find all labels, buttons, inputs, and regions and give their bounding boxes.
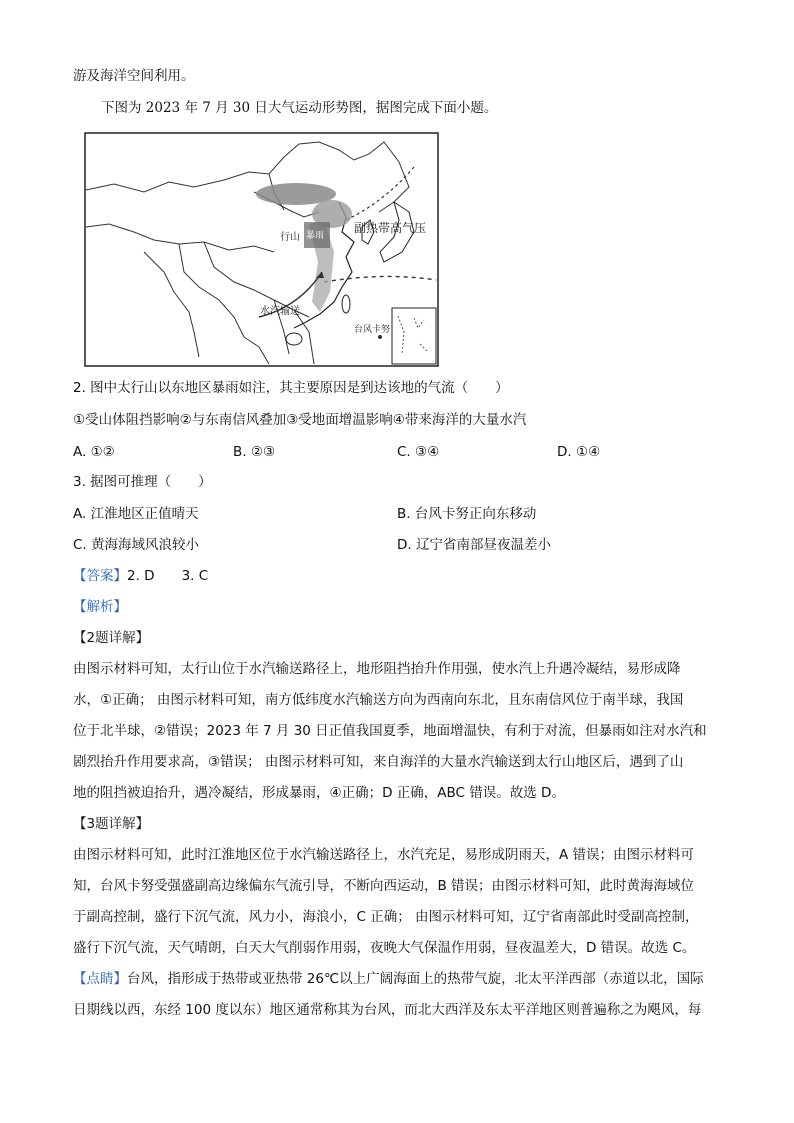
q2-option-a: A. ①② (73, 444, 115, 460)
point-text: 台风，指形成于热带或亚热带 26℃以上广阔海面上的热带气旋，北太平洋西部（赤道以北，国际 (127, 971, 704, 987)
q3-option-b: B. 台风卡努正向东移动 (397, 506, 537, 522)
point-line (73, 969, 704, 989)
q2-detail-line: 由图示材料可知，太行山位于水汽输送路径上，地形阻挡抬升作用强，使水汽上升遇冷凝结，易形成降 (73, 661, 681, 677)
q3-option-d: D. 辽宁省南部昼夜温差小 (397, 537, 551, 553)
q2-detail-line: 位于北半球，②错误；2023 年 7 月 30 日正值我国夏季，地面增温快，有利于对流，但暴雨如注对水汽和 (73, 723, 707, 739)
label-typhoon: 台风卡努 (354, 325, 391, 335)
q3-detail-label: 【3题详解】 (73, 816, 150, 832)
q3-detail-line: 由图示材料可知，此时江淮地区位于水汽输送路径上，水汽充足，易形成阴雨天，A 错误；由图示材料可 (73, 847, 695, 863)
answer-text: 2. D 3. C (127, 568, 209, 584)
figure-caption: 下图为 2023 年 7 月 30 日大气运动形势图，据图完成下面小题。 (101, 100, 498, 116)
answer-label: 【答案】 (73, 568, 127, 584)
q3-stem: 3. 据图可推理（ ） (73, 474, 212, 490)
q2-detail-label: 【2题详解】 (73, 630, 150, 646)
q2-option-d: D. ①④ (557, 444, 601, 460)
q3-detail-line: 盛行下沉气流，天气晴朗，白天大气削弱作用弱，夜晚大气保温作用弱，昼夜温差大，D 错误。故选 C。 (73, 940, 696, 956)
q2-detail-line: 地的阻挡被迫抬升，遇冷凝结，形成暴雨，④正确；D 正确，ABC 错误。故选 D。 (73, 785, 565, 801)
q2-stem: 2. 图中太行山以东地区暴雨如注，其主要原因是到达该地的气流（ ） (73, 380, 509, 396)
answer-line (73, 566, 208, 586)
point-label: 【点睛】 (73, 971, 127, 987)
label-rainstorm: 暴雨 (306, 231, 325, 241)
q2-detail-line: 水，①正确； 由图示材料可知，南方低纬度水汽输送方向为西南向东北，且东南信风位于南半球，我国 (73, 692, 684, 708)
point-line-2: 日期线以西，东经 100 度以东）地区通常称其为台风，而北大西洋及东太平洋地区则普遍称之为飓风，每 (73, 1002, 702, 1018)
label-taihang: 行山 (280, 232, 300, 243)
q2-option-c: C. ③④ (397, 444, 440, 460)
analysis-label: 【解析】 (73, 599, 127, 615)
q3-detail-line: 于副高控制，盛行下沉气流，风力小，海浪小，C 正确； 由图示材料可知，辽宁省南部此时受副高控制， (73, 909, 699, 925)
q3-detail-line: 知，台风卡努受强盛副高边缘偏东气流引导，不断向西运动，B 错误；由图示材料可知，此时黄海海域位 (73, 878, 695, 894)
typhoon-marker (378, 335, 382, 339)
label-subtropical-high: 副热带高气压 (354, 221, 427, 235)
q2-option-b: B. ②③ (233, 444, 276, 460)
intro-tail: 游及海洋空间利用。 (73, 68, 195, 84)
weather-map (84, 132, 439, 367)
q3-option-a: A. 江淮地区正值晴天 (73, 506, 199, 522)
q2-statements: ①受山体阻挡影响②与东南信风叠加③受地面增温影响④带来海洋的大量水汽 (73, 412, 527, 428)
label-vapor: 水汽输送 (260, 306, 300, 317)
q3-option-c: C. 黄海海域风浪较小 (73, 537, 200, 553)
q2-detail-line: 剧烈抬升作用要求高，③错误； 由图示材料可知，来自海洋的大量水汽输送到太行山地区后，遇到了山 (73, 754, 684, 770)
